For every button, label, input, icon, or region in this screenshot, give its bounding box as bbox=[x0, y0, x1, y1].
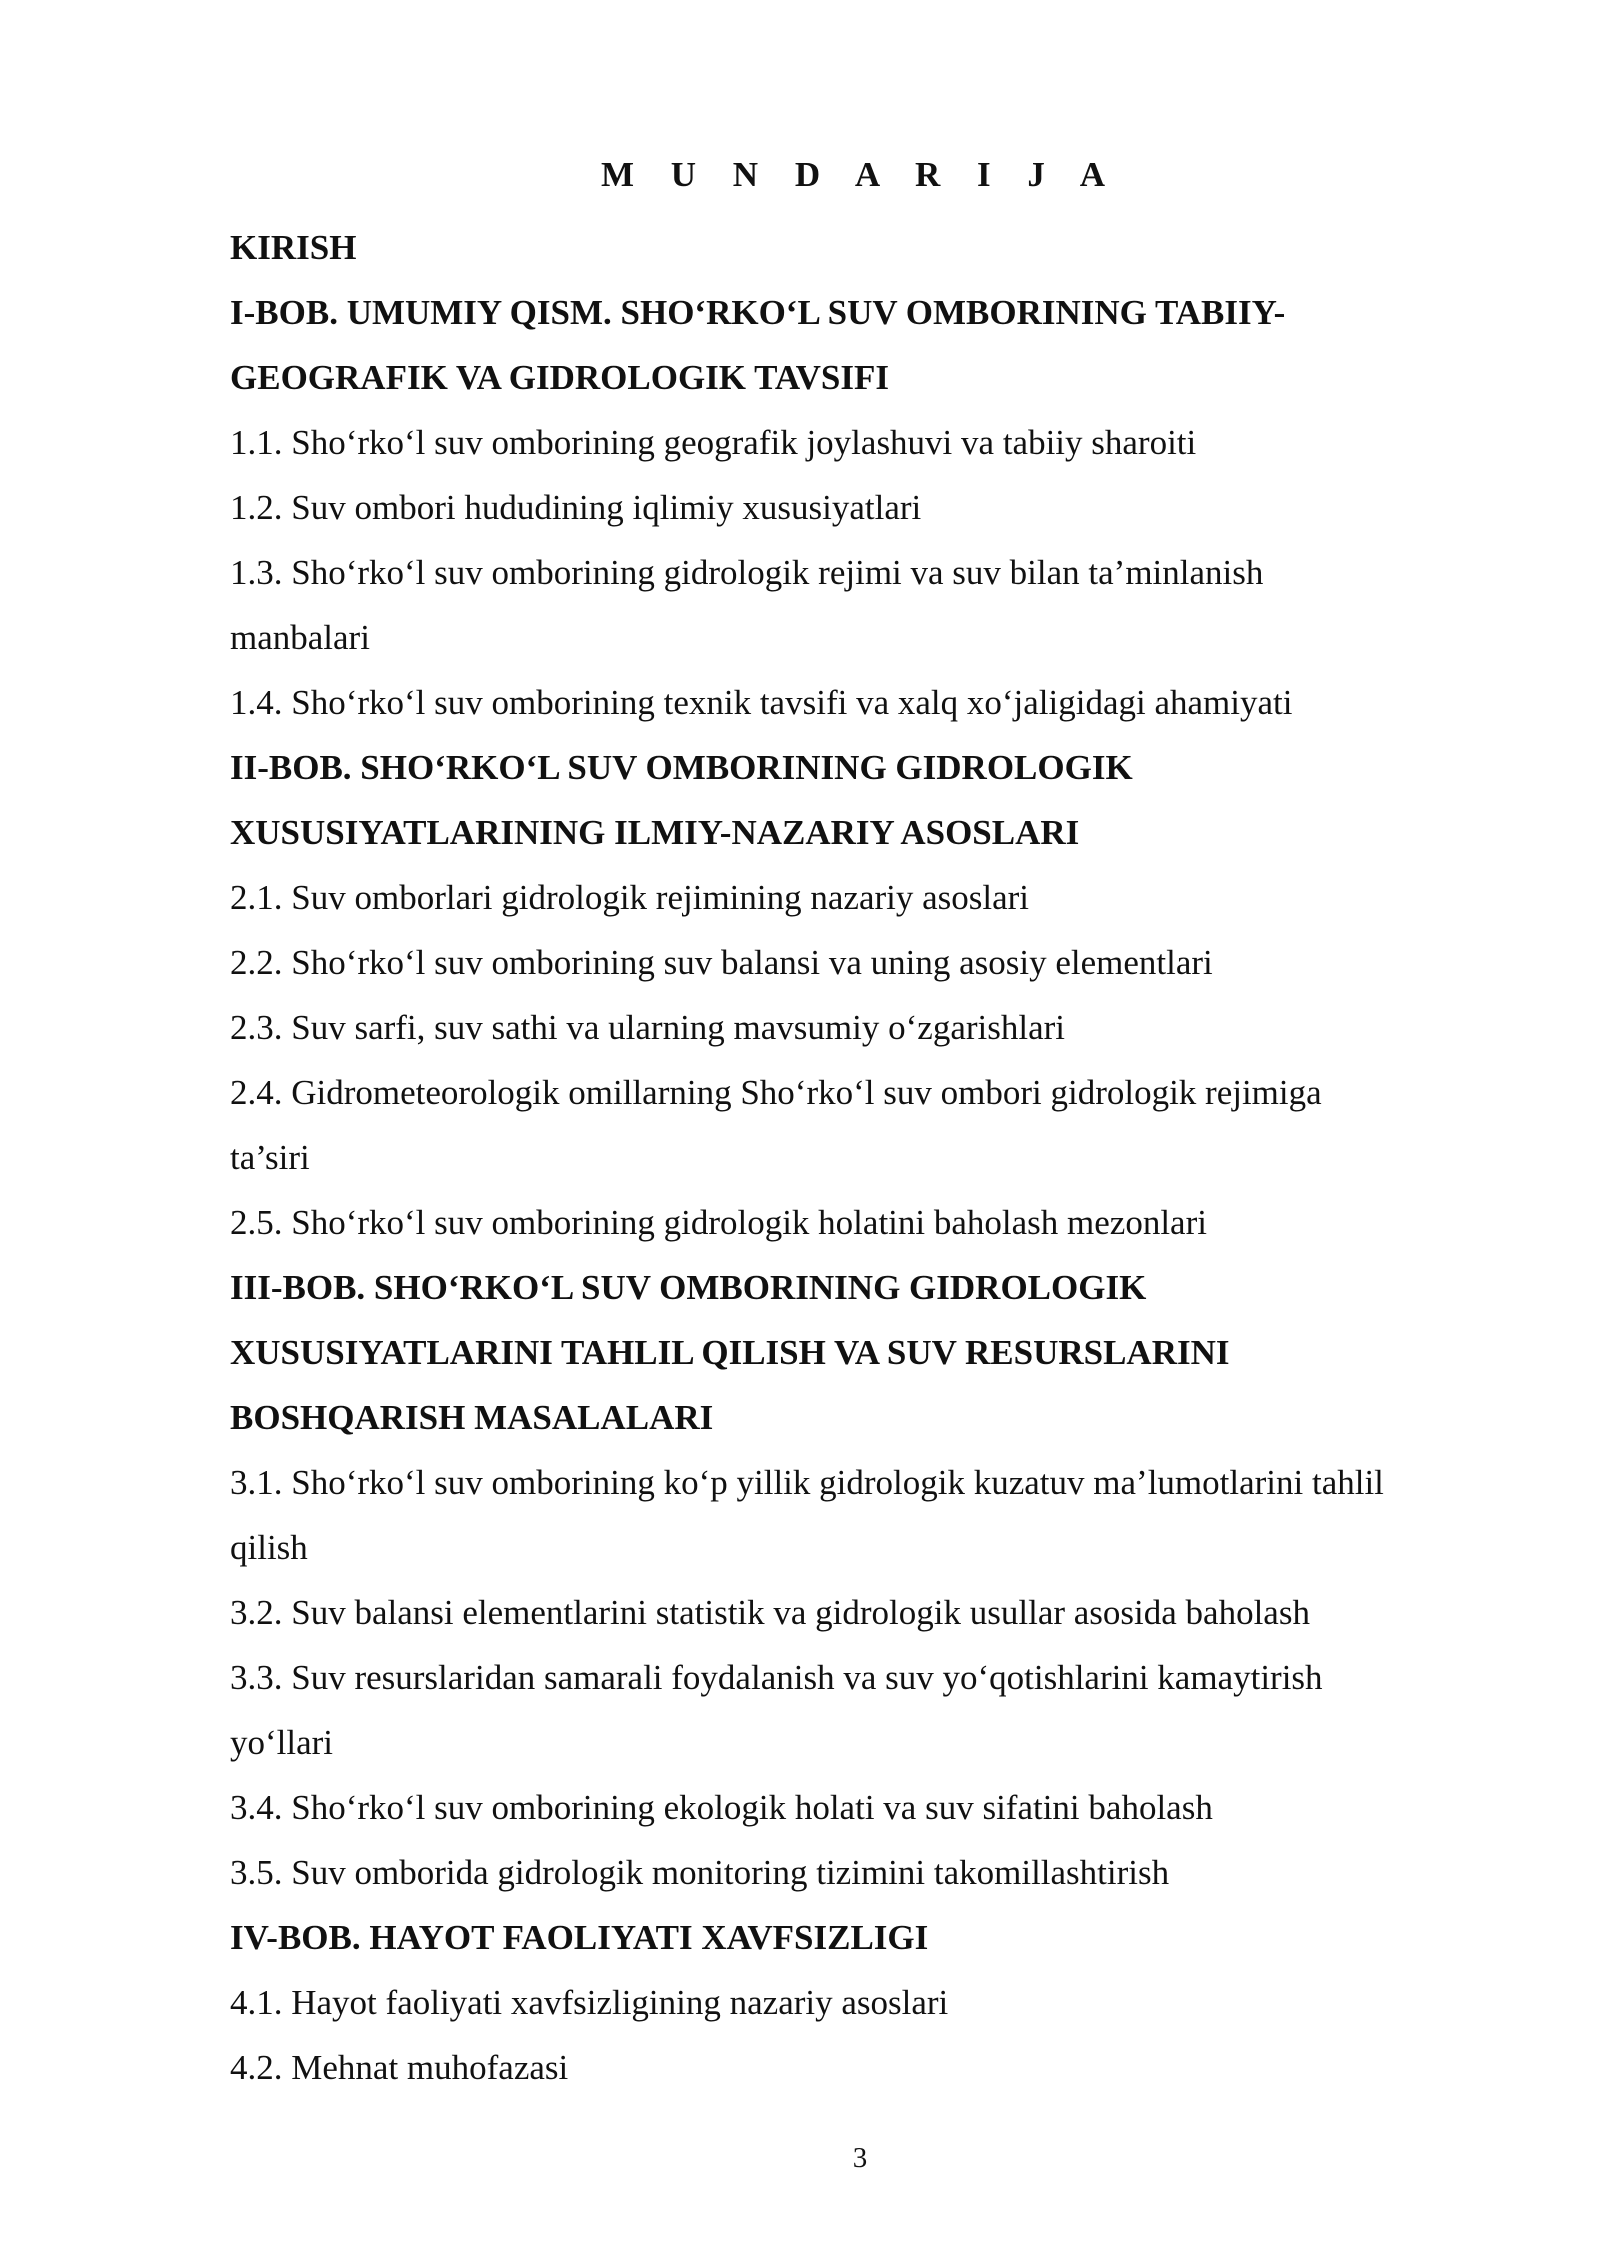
toc-section-line: 2.2. Sho‘rko‘l suv omborining suv balansi va uning asosiy elementlari bbox=[230, 943, 1213, 982]
toc-section-line: 2.1. Suv omborlari gidrologik rejimining nazariy asoslari bbox=[230, 878, 1030, 917]
toc-section-line: manbalari bbox=[230, 618, 370, 657]
toc-chapter-line: I-BOB. UMUMIY QISM. SHO‘RKO‘L SUV OMBORINING TABIIY- bbox=[230, 293, 1286, 332]
toc-section-line: 3.2. Suv balansi elementlarini statistik va gidrologik usullar asosida baholash bbox=[230, 1593, 1310, 1632]
toc-section-line: ta’siri bbox=[230, 1138, 310, 1177]
toc-section-line: 2.4. Gidrometeorologik omillarning Sho‘rko‘l suv ombori gidrologik rejimiga bbox=[230, 1073, 1322, 1112]
toc-chapter-line: BOSHQARISH MASALALARI bbox=[230, 1398, 714, 1437]
toc-section-line: 2.5. Sho‘rko‘l suv omborining gidrologik holatini baholash mezonlari bbox=[230, 1203, 1207, 1242]
toc-chapter-line: IV-BOB. HAYOT FAOLIYATI XAVFSIZLIGI bbox=[230, 1918, 929, 1957]
toc-section-line: 2.3. Suv sarfi, suv sathi va ularning mavsumiy o‘zgarishlari bbox=[230, 1008, 1065, 1047]
toc-section-line: 3.1. Sho‘rko‘l suv omborining ko‘p yillik gidrologik kuzatuv ma’lumotlarini tahlil bbox=[230, 1463, 1384, 1502]
toc-chapter-line: XUSUSIYATLARINI TAHLIL QILISH VA SUV RESURSLARINI bbox=[230, 1333, 1230, 1372]
toc-section-line: 3.3. Suv resurslaridan samarali foydalanish va suv yo‘qotishlarini kamaytirish bbox=[230, 1658, 1323, 1697]
toc-chapter-line: II-BOB. SHO‘RKO‘L SUV OMBORINING GIDROLOGIK bbox=[230, 748, 1133, 787]
toc-section-line: 3.5. Suv omborida gidrologik monitoring tizimini takomillashtirish bbox=[230, 1853, 1170, 1892]
toc-chapter-line: III-BOB. SHO‘RKO‘L SUV OMBORINING GIDROLOGIK bbox=[230, 1268, 1147, 1307]
toc-title: M U N D A R I J A bbox=[600, 155, 1120, 194]
toc-section-line: 3.4. Sho‘rko‘l suv omborining ekologik holati va suv sifatini baholash bbox=[230, 1788, 1213, 1827]
table-of-contents bbox=[230, 215, 1500, 2100]
toc-section-line: 4.1. Hayot faoliyati xavfsizligining nazariy asoslari bbox=[230, 1983, 949, 2022]
toc-chapter-line: KIRISH bbox=[230, 228, 357, 267]
toc-section-line: 1.2. Suv ombori hududining iqlimiy xususiyatlari bbox=[230, 488, 922, 527]
page-number: 3 bbox=[852, 2142, 868, 2174]
toc-section-line: 1.1. Sho‘rko‘l suv omborining geografik joylashuvi va tabiiy sharoiti bbox=[230, 423, 1197, 462]
toc-section-line: qilish bbox=[230, 1528, 308, 1567]
toc-section-line: 1.3. Sho‘rko‘l suv omborining gidrologik rejimi va suv bilan ta’minlanish bbox=[230, 553, 1264, 592]
toc-section-line: 1.4. Sho‘rko‘l suv omborining texnik tavsifi va xalq xo‘jaligidagi ahamiyati bbox=[230, 683, 1293, 722]
toc-chapter-line: GEOGRAFIK VA GIDROLOGIK TAVSIFI bbox=[230, 358, 890, 397]
toc-section-line: yo‘llari bbox=[230, 1723, 334, 1762]
toc-section-line: 4.2. Mehnat muhofazasi bbox=[230, 2048, 569, 2087]
toc-chapter-line: XUSUSIYATLARINING ILMIY-NAZARIY ASOSLARI bbox=[230, 813, 1080, 852]
